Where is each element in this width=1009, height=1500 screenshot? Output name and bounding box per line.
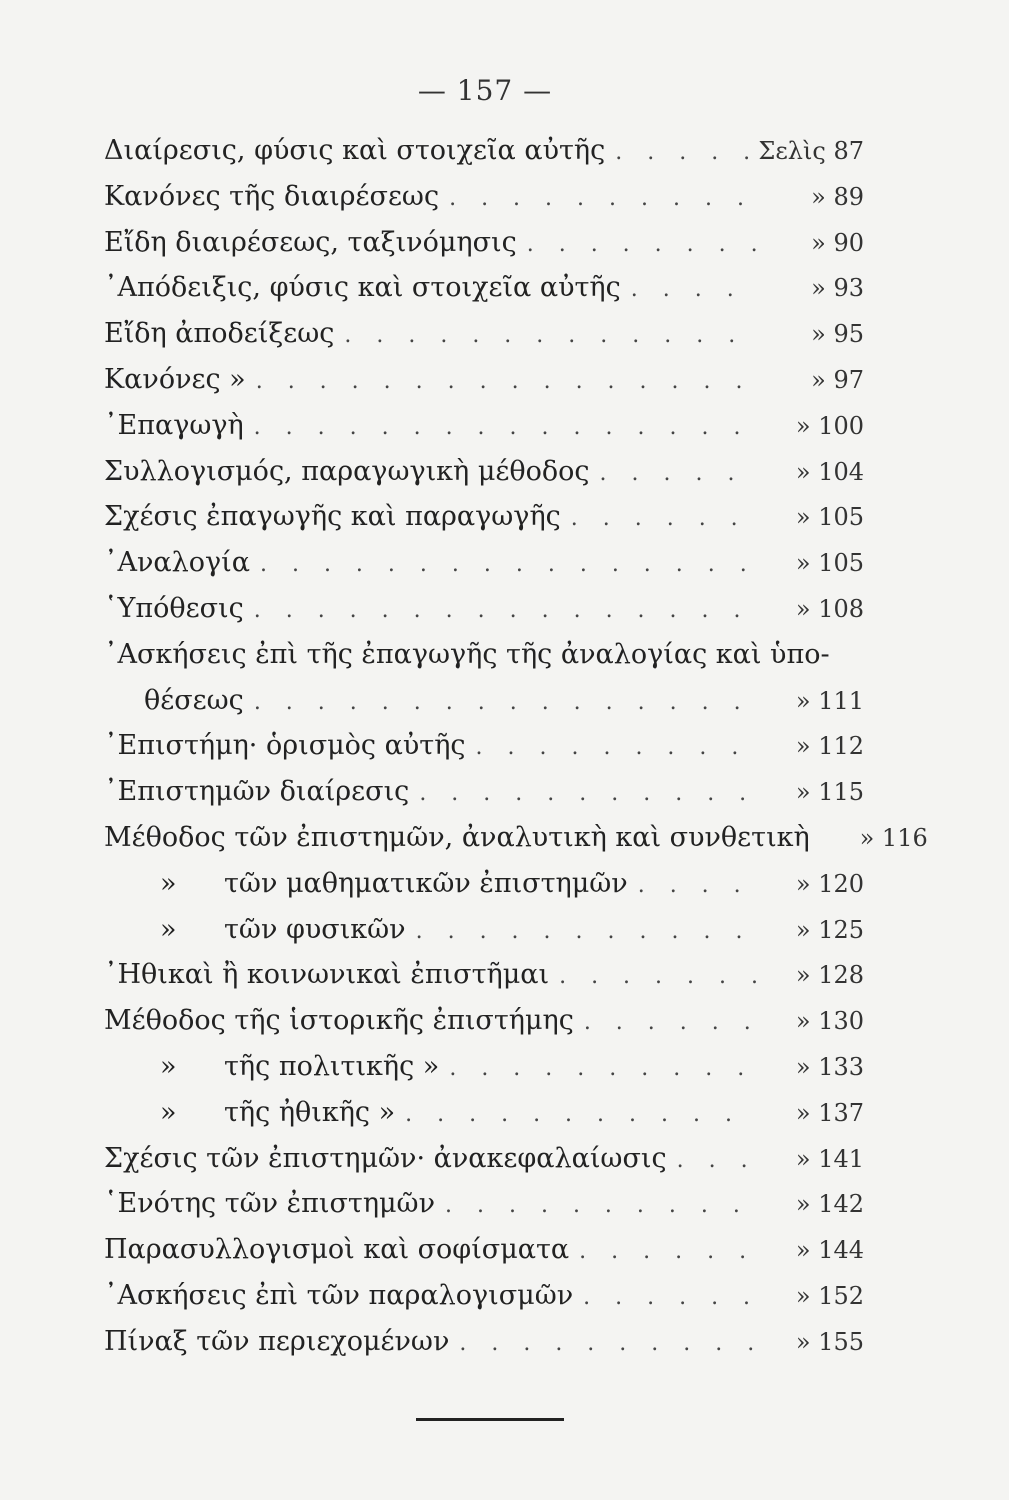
- toc-entry: [104, 769, 864, 815]
- toc-entry: [104, 1181, 864, 1227]
- toc-entry-page: » 100: [795, 411, 864, 440]
- toc-entry-title: Μέθοδος τῶν ἐπιστημῶν, ἀναλυτικὴ καὶ συνθετικὴ: [104, 821, 810, 853]
- toc-entry-title: ᾿Ηθικαὶ ἢ κοινωνικαὶ ἐπιστῆμαι: [104, 959, 550, 991]
- toc-entry: [104, 723, 864, 769]
- ditto-mark: »: [160, 867, 177, 899]
- toc-entry-page: » 93: [811, 274, 864, 303]
- dot-leader: [569, 1229, 756, 1275]
- toc-entry-page: » 97: [811, 365, 864, 394]
- toc-entry-page: » 104: [795, 457, 864, 486]
- toc-entry-page: » 111: [795, 686, 864, 715]
- toc-entry-title: Κανόνες »: [104, 363, 246, 395]
- toc-entry-title: ᾿Ασκήσεις ἐπὶ τῆς ἐπαγωγῆς τῆς ἀναλογίας καὶ ὑπο-: [104, 638, 830, 670]
- toc-entry-page: » 125: [795, 915, 864, 944]
- toc-entry-page: » 128: [795, 961, 864, 990]
- toc-entry: [104, 128, 864, 174]
- toc-entry: [104, 1319, 864, 1365]
- toc-entry-title: ᾿Επιστημῶν διαίρεσις: [104, 776, 410, 808]
- toc-entry-title: θέσεως: [144, 684, 244, 716]
- dot-leader: [395, 1092, 756, 1138]
- toc-subentry: [104, 907, 864, 953]
- page-number: — 157 —: [417, 74, 553, 107]
- toc-entry-title: Σχέσις ἐπαγωγῆς καὶ παραγωγῆς: [104, 501, 561, 533]
- toc-entry-title: Σχέσις τῶν ἐπιστημῶν· ἀνακεφαλαίωσις: [104, 1142, 667, 1174]
- toc-entry-page: » 141: [795, 1144, 864, 1173]
- toc-entry-page: » 137: [795, 1098, 864, 1127]
- dot-leader: [667, 1138, 756, 1184]
- toc-subentry: [104, 1044, 864, 1090]
- toc-entry-page: » 142: [795, 1190, 864, 1219]
- dot-leader: [409, 771, 756, 817]
- toc-entry: [104, 632, 864, 678]
- toc-entry-title: Παρασυλλογισμοὶ καὶ σοφίσματα: [104, 1234, 570, 1266]
- dot-leader: [334, 313, 756, 359]
- toc-entry-title: Διαίρεσις, φύσις καὶ στοιχεῖα αὐτῆς: [104, 135, 606, 166]
- dot-leader: [244, 405, 756, 451]
- toc-entry-continuation: [104, 678, 864, 724]
- toc-entry-title: [104, 1090, 395, 1136]
- toc-subentry-text: τῶν φυσικῶν: [224, 913, 406, 945]
- dot-leader: [561, 496, 756, 542]
- dot-leader: [449, 1321, 756, 1367]
- toc-entry-title: ῾Υπόθεσις: [104, 592, 244, 624]
- toc-entry-title: ᾿Επιστήμη· ὁρισμὸς αὐτῆς: [104, 730, 466, 762]
- toc-subentry-text: τῆς πολιτικῆς »: [224, 1050, 440, 1082]
- toc-entry: [104, 174, 864, 220]
- toc-entry-title: Κανόνες τῆς διαιρέσεως: [104, 180, 440, 212]
- toc-entry: [104, 1273, 864, 1319]
- toc-entry: [104, 952, 864, 998]
- toc-entry-page: » 89: [811, 182, 864, 211]
- toc-entry-title: [104, 1044, 439, 1090]
- toc-entry: [104, 449, 864, 495]
- toc-entry-title: Συλλογισμός, παραγωγικὴ μέθοδος: [104, 455, 590, 487]
- dot-leader: [549, 954, 756, 1000]
- toc-entry-title: [104, 861, 628, 907]
- toc-entry-page: » 152: [795, 1281, 864, 1310]
- toc-entry: [104, 815, 928, 861]
- dot-leader: [573, 1275, 756, 1321]
- toc-entry-page: » 95: [811, 320, 864, 349]
- toc-entry: [104, 403, 864, 449]
- dot-leader: [517, 222, 756, 268]
- toc-entry-page: » 90: [811, 228, 864, 257]
- toc-entry: [104, 311, 864, 357]
- toc-entry-page: Σελὶς 87: [758, 137, 864, 165]
- dot-leader: [244, 680, 756, 726]
- toc-entry: [104, 586, 864, 632]
- toc-entry-title: ῾Ενότης τῶν ἐπιστημῶν: [104, 1188, 435, 1220]
- toc-entry-page: » 112: [795, 732, 864, 761]
- toc-entry-page: » 105: [795, 503, 864, 532]
- toc-entry: [104, 494, 864, 540]
- toc-entry-page: » 133: [795, 1052, 864, 1081]
- toc-entry-page: » 130: [795, 1007, 864, 1036]
- toc-entry-page: » 116: [859, 823, 928, 852]
- dot-leader: [466, 725, 756, 771]
- toc-entry-title: Μέθοδος τῆς ἱστορικῆς ἐπιστήμης: [104, 1005, 574, 1037]
- toc-entry-title: ᾿Αναλογία: [104, 547, 250, 579]
- dot-leader: [605, 130, 756, 176]
- toc-subentry-text: τῆς ἠθικῆς »: [224, 1096, 396, 1128]
- table-of-contents: [104, 128, 928, 1365]
- dot-leader: [439, 176, 756, 222]
- toc-entry: [104, 998, 864, 1044]
- dot-leader: [406, 909, 756, 955]
- dot-leader: [574, 1000, 756, 1046]
- toc-entry-page: » 105: [795, 549, 864, 578]
- dot-leader: [246, 359, 756, 405]
- toc-entry-title: [104, 907, 406, 953]
- ditto-mark: »: [160, 1050, 177, 1082]
- toc-entry-page: » 108: [795, 594, 864, 623]
- toc-entry-page: » 144: [795, 1236, 864, 1265]
- toc-subentry-text: τῶν μαθηματικῶν ἐπιστημῶν: [224, 867, 628, 899]
- toc-entry: [104, 1227, 864, 1273]
- dot-leader: [435, 1183, 756, 1229]
- dot-leader: [810, 817, 820, 863]
- end-rule: [416, 1418, 564, 1421]
- toc-entry-title: ᾿Απόδειξις, φύσις καὶ στοιχεῖα αὐτῆς: [104, 272, 621, 304]
- toc-entry-title: Πίναξ τῶν περιεχομένων: [104, 1325, 450, 1357]
- toc-entry: [104, 265, 864, 311]
- toc-entry-title: ᾿Επαγωγὴ: [104, 409, 244, 441]
- toc-entry-page: » 115: [795, 778, 864, 807]
- toc-entry-title: ᾿Ασκήσεις ἐπὶ τῶν παραλογισμῶν: [104, 1279, 574, 1311]
- toc-entry: [104, 357, 864, 403]
- ditto-mark: »: [160, 1096, 177, 1128]
- toc-entry: [104, 1136, 864, 1182]
- toc-entry-page: » 155: [795, 1327, 864, 1356]
- toc-entry: [104, 220, 864, 266]
- ditto-mark: »: [160, 913, 177, 945]
- dot-leader: [628, 863, 756, 909]
- toc-subentry: [104, 861, 864, 907]
- toc-entry-title: Εἴδη ἀποδείξεως: [104, 318, 335, 350]
- dot-leader: [244, 588, 756, 634]
- toc-entry-title: Εἴδη διαιρέσεως, ταξινόμησις: [104, 226, 517, 258]
- dot-leader: [590, 451, 757, 497]
- dot-leader: [439, 1046, 756, 1092]
- toc-entry-page: » 120: [795, 869, 864, 898]
- toc-entry: [104, 540, 864, 586]
- toc-subentry: [104, 1090, 864, 1136]
- dot-leader: [621, 267, 756, 313]
- dot-leader: [250, 542, 756, 588]
